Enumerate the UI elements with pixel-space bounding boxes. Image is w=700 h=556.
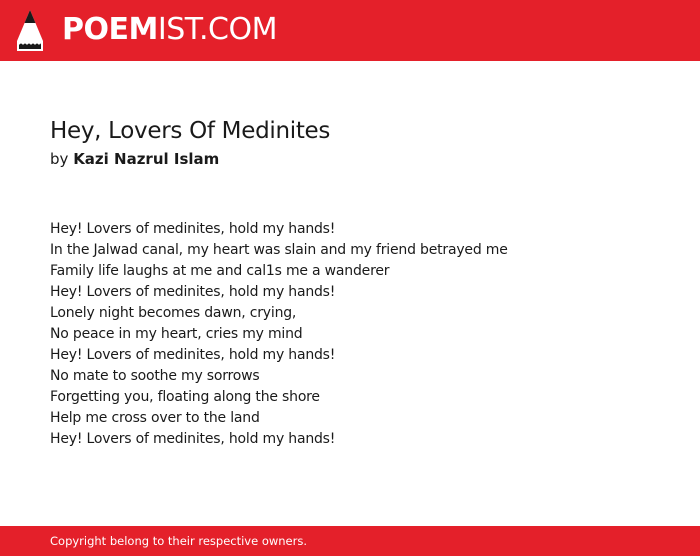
site-footer (0, 526, 700, 556)
site-header (0, 0, 700, 61)
poem-line: Help me cross over to the land (50, 410, 260, 426)
pencil-tip-icon[interactable] (16, 9, 44, 52)
author-name: Kazi Nazrul Islam (73, 150, 220, 168)
poem-line: Hey! Lovers of medinites, hold my hands! (50, 431, 336, 447)
poem-line: No peace in my heart, cries my mind (50, 326, 303, 342)
poem-line: In the Jalwad canal, my heart was slain and my friend betrayed me (50, 242, 508, 258)
poem-line: No mate to soothe my sorrows (50, 368, 260, 384)
poem-line: Hey! Lovers of medinites, hold my hands! (50, 221, 336, 237)
by-label: by (50, 150, 69, 168)
poem-line: Forgetting you, floating along the shore (50, 389, 320, 405)
brand-thin: IST.COM (157, 12, 277, 47)
poem-line: Lonely night becomes dawn, crying, (50, 305, 297, 321)
byline (50, 148, 219, 170)
poem-title: Hey, Lovers Of Medinites (50, 118, 331, 144)
site-logo-text[interactable] (62, 13, 277, 47)
brand-bold: POEM (62, 12, 158, 47)
poem-line: Family life laughs at me and cal1s me a wanderer (50, 263, 390, 279)
poem-line: Hey! Lovers of medinites, hold my hands! (50, 284, 336, 300)
poem-line: Hey! Lovers of medinites, hold my hands! (50, 347, 336, 363)
copyright-text: Copyright belong to their respective owners. (50, 534, 308, 548)
poem-body (50, 219, 508, 450)
